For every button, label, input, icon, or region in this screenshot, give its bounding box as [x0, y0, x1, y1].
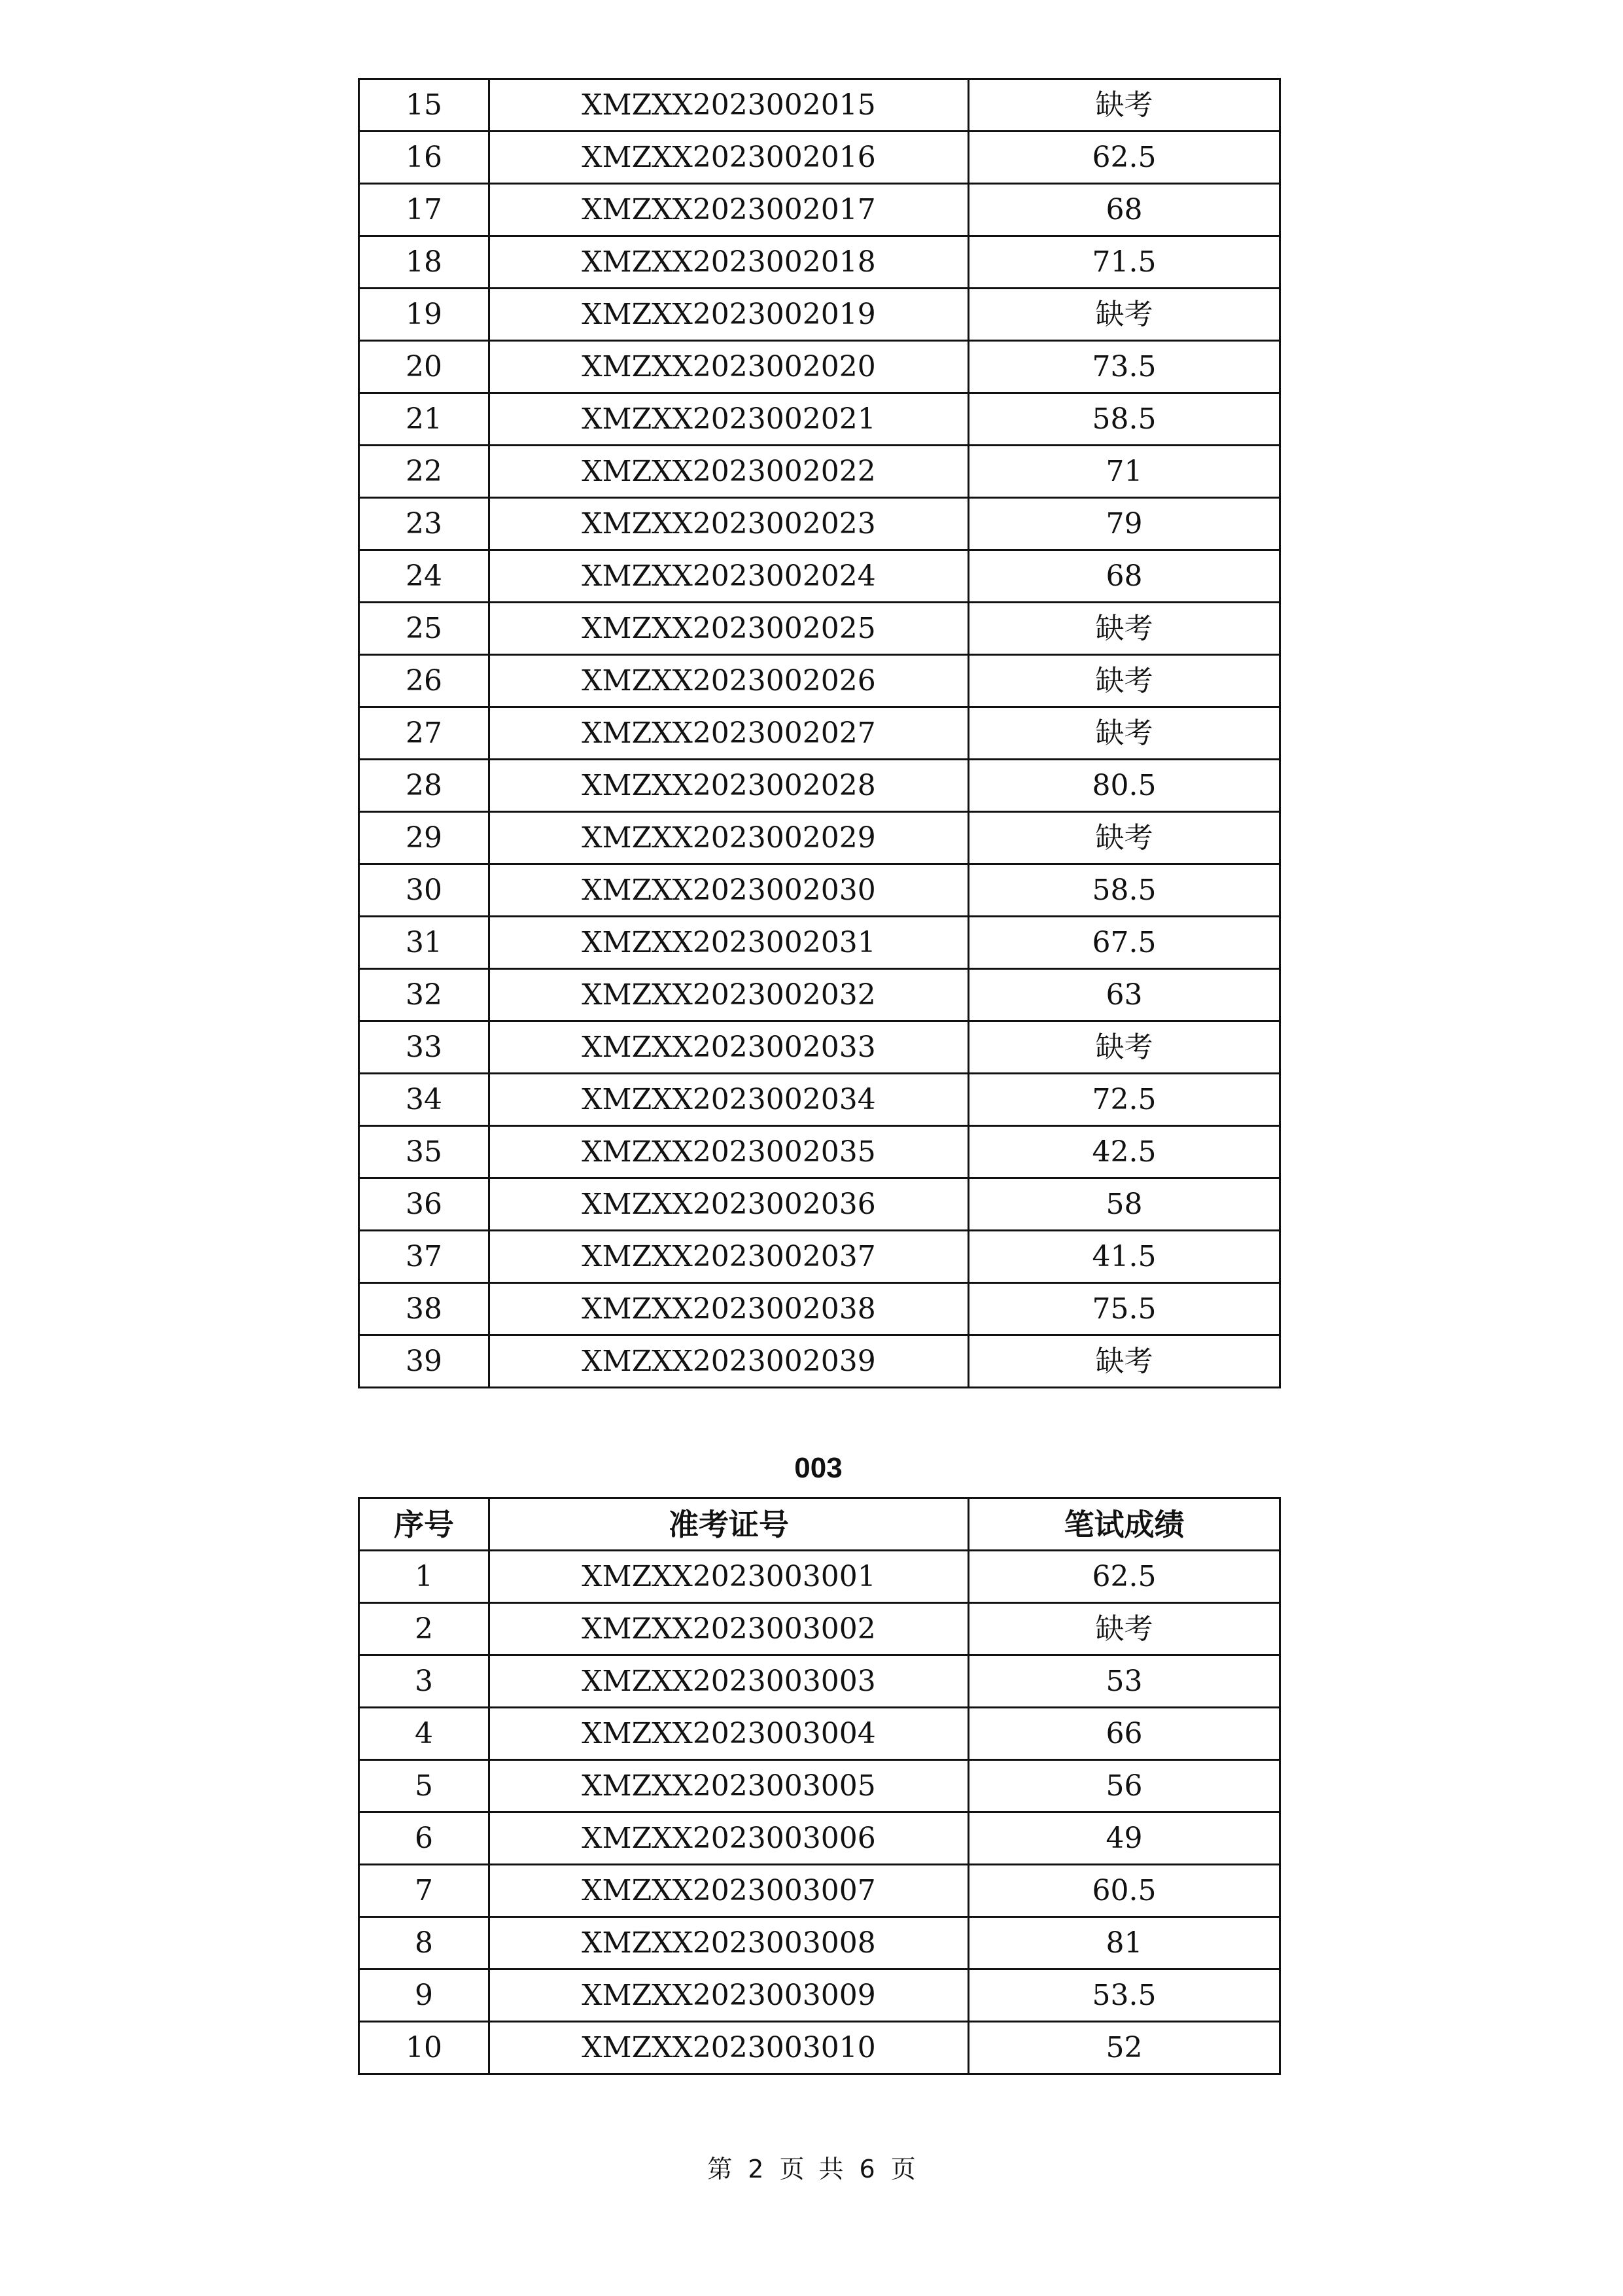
score-cell: 41.5 [969, 1231, 1280, 1283]
score-table-003-body [359, 1551, 1280, 2074]
score-cell: 缺考 [969, 1603, 1280, 1655]
score-table-003-header [359, 1498, 1280, 1551]
ticket-number-cell: XMZXX2023002027 [489, 707, 969, 760]
footer-suffix: 页 [890, 2155, 916, 2183]
ticket-number-cell: XMZXX2023002018 [489, 236, 969, 289]
seq-cell: 7 [359, 1865, 489, 1917]
page-footer [0, 2157, 1623, 2181]
table-row [359, 79, 1280, 132]
score-table-003 [358, 1497, 1281, 2075]
ticket-number-cell: XMZXX2023002021 [489, 393, 969, 446]
table-row [359, 1335, 1280, 1388]
ticket-number-cell: XMZXX2023002015 [489, 79, 969, 132]
score-cell: 67.5 [969, 917, 1280, 969]
score-table-002-body [359, 79, 1280, 1388]
score-cell: 缺考 [969, 655, 1280, 707]
header-ticket: 准考证号 [489, 1498, 969, 1551]
table-row [359, 1760, 1280, 1812]
seq-cell: 18 [359, 236, 489, 289]
table-row [359, 498, 1280, 550]
seq-cell: 36 [359, 1178, 489, 1231]
ticket-number-cell: XMZXX2023002039 [489, 1335, 969, 1388]
score-table-002 [358, 78, 1281, 1388]
seq-cell: 23 [359, 498, 489, 550]
table-row [359, 812, 1280, 864]
seq-cell: 2 [359, 1603, 489, 1655]
seq-cell: 31 [359, 917, 489, 969]
section-label-003: 003 [794, 1452, 843, 1484]
score-cell: 66 [969, 1708, 1280, 1760]
seq-cell: 26 [359, 655, 489, 707]
ticket-number-cell: XMZXX2023002038 [489, 1283, 969, 1335]
seq-cell: 30 [359, 864, 489, 917]
seq-cell: 35 [359, 1126, 489, 1178]
seq-cell: 15 [359, 79, 489, 132]
footer-middle: 页 共 [779, 2155, 844, 2183]
table-row [359, 655, 1280, 707]
header-score: 笔试成绩 [969, 1498, 1280, 1551]
table-row [359, 760, 1280, 812]
table-row [359, 969, 1280, 1021]
footer-page-number: 2 [748, 2155, 764, 2183]
ticket-number-cell: XMZXX2023002020 [489, 341, 969, 393]
table-row [359, 236, 1280, 289]
score-cell: 53 [969, 1655, 1280, 1708]
score-cell: 缺考 [969, 79, 1280, 132]
seq-cell: 5 [359, 1760, 489, 1812]
seq-cell: 3 [359, 1655, 489, 1708]
ticket-number-cell: XMZXX2023003004 [489, 1708, 969, 1760]
ticket-number-cell: XMZXX2023002023 [489, 498, 969, 550]
ticket-number-cell: XMZXX2023003006 [489, 1812, 969, 1865]
table-row [359, 1551, 1280, 1603]
score-cell: 56 [969, 1760, 1280, 1812]
table-row [359, 341, 1280, 393]
ticket-number-cell: XMZXX2023003005 [489, 1760, 969, 1812]
seq-cell: 4 [359, 1708, 489, 1760]
score-cell: 缺考 [969, 1335, 1280, 1388]
seq-cell: 6 [359, 1812, 489, 1865]
score-cell: 71 [969, 446, 1280, 498]
score-cell: 缺考 [969, 812, 1280, 864]
seq-cell: 25 [359, 603, 489, 655]
ticket-number-cell: XMZXX2023002025 [489, 603, 969, 655]
table-row [359, 1231, 1280, 1283]
score-cell: 72.5 [969, 1074, 1280, 1126]
table-row [359, 864, 1280, 917]
table-row [359, 603, 1280, 655]
seq-cell: 17 [359, 184, 489, 236]
score-cell: 58.5 [969, 393, 1280, 446]
seq-cell: 29 [359, 812, 489, 864]
seq-cell: 38 [359, 1283, 489, 1335]
seq-cell: 33 [359, 1021, 489, 1074]
ticket-number-cell: XMZXX2023002037 [489, 1231, 969, 1283]
seq-cell: 8 [359, 1917, 489, 1969]
ticket-number-cell: XMZXX2023002017 [489, 184, 969, 236]
seq-cell: 24 [359, 550, 489, 603]
seq-cell: 16 [359, 132, 489, 184]
score-cell: 62.5 [969, 1551, 1280, 1603]
table-row [359, 393, 1280, 446]
seq-cell: 28 [359, 760, 489, 812]
seq-cell: 21 [359, 393, 489, 446]
score-cell: 58.5 [969, 864, 1280, 917]
ticket-number-cell: XMZXX2023002016 [489, 132, 969, 184]
seq-cell: 22 [359, 446, 489, 498]
score-cell: 73.5 [969, 341, 1280, 393]
score-cell: 53.5 [969, 1969, 1280, 2022]
score-cell: 71.5 [969, 236, 1280, 289]
ticket-number-cell: XMZXX2023002033 [489, 1021, 969, 1074]
score-cell: 63 [969, 969, 1280, 1021]
ticket-number-cell: XMZXX2023003001 [489, 1551, 969, 1603]
header-row [359, 1498, 1280, 1551]
table-row [359, 132, 1280, 184]
table-row [359, 707, 1280, 760]
table-row [359, 1074, 1280, 1126]
seq-cell: 19 [359, 289, 489, 341]
ticket-number-cell: XMZXX2023002036 [489, 1178, 969, 1231]
table-row [359, 289, 1280, 341]
table-row [359, 1126, 1280, 1178]
score-cell: 缺考 [969, 1021, 1280, 1074]
footer-total-pages: 6 [859, 2155, 875, 2183]
score-cell: 缺考 [969, 289, 1280, 341]
ticket-number-cell: XMZXX2023002035 [489, 1126, 969, 1178]
score-cell: 60.5 [969, 1865, 1280, 1917]
table-row [359, 446, 1280, 498]
ticket-number-cell: XMZXX2023002022 [489, 446, 969, 498]
table-row [359, 1917, 1280, 1969]
score-cell: 68 [969, 184, 1280, 236]
header-seq: 序号 [359, 1498, 489, 1551]
seq-cell: 27 [359, 707, 489, 760]
ticket-number-cell: XMZXX2023002031 [489, 917, 969, 969]
score-cell: 79 [969, 498, 1280, 550]
table-row [359, 1708, 1280, 1760]
score-cell: 缺考 [969, 707, 1280, 760]
ticket-number-cell: XMZXX2023003008 [489, 1917, 969, 1969]
ticket-number-cell: XMZXX2023002030 [489, 864, 969, 917]
table-row [359, 1812, 1280, 1865]
score-cell: 68 [969, 550, 1280, 603]
ticket-number-cell: XMZXX2023002029 [489, 812, 969, 864]
ticket-number-cell: XMZXX2023002028 [489, 760, 969, 812]
score-cell: 58 [969, 1178, 1280, 1231]
seq-cell: 20 [359, 341, 489, 393]
seq-cell: 34 [359, 1074, 489, 1126]
score-cell: 80.5 [969, 760, 1280, 812]
score-cell: 49 [969, 1812, 1280, 1865]
table-row [359, 1655, 1280, 1708]
table-row [359, 1283, 1280, 1335]
ticket-number-cell: XMZXX2023003007 [489, 1865, 969, 1917]
seq-cell: 9 [359, 1969, 489, 2022]
table-row [359, 1969, 1280, 2022]
table-row [359, 917, 1280, 969]
table-row [359, 1178, 1280, 1231]
score-cell: 62.5 [969, 132, 1280, 184]
score-cell: 42.5 [969, 1126, 1280, 1178]
seq-cell: 39 [359, 1335, 489, 1388]
table-row [359, 1865, 1280, 1917]
table-row [359, 550, 1280, 603]
score-cell: 75.5 [969, 1283, 1280, 1335]
score-cell: 52 [969, 2022, 1280, 2074]
seq-cell: 37 [359, 1231, 489, 1283]
footer-prefix: 第 [707, 2155, 733, 2183]
ticket-number-cell: XMZXX2023002024 [489, 550, 969, 603]
table-row [359, 1021, 1280, 1074]
ticket-number-cell: XMZXX2023003009 [489, 1969, 969, 2022]
table-row [359, 2022, 1280, 2074]
ticket-number-cell: XMZXX2023002032 [489, 969, 969, 1021]
ticket-number-cell: XMZXX2023002034 [489, 1074, 969, 1126]
score-cell: 缺考 [969, 603, 1280, 655]
ticket-number-cell: XMZXX2023003003 [489, 1655, 969, 1708]
ticket-number-cell: XMZXX2023003010 [489, 2022, 969, 2074]
table-row [359, 1603, 1280, 1655]
ticket-number-cell: XMZXX2023003002 [489, 1603, 969, 1655]
seq-cell: 1 [359, 1551, 489, 1603]
table-row [359, 184, 1280, 236]
seq-cell: 10 [359, 2022, 489, 2074]
score-cell: 81 [969, 1917, 1280, 1969]
ticket-number-cell: XMZXX2023002019 [489, 289, 969, 341]
ticket-number-cell: XMZXX2023002026 [489, 655, 969, 707]
seq-cell: 32 [359, 969, 489, 1021]
